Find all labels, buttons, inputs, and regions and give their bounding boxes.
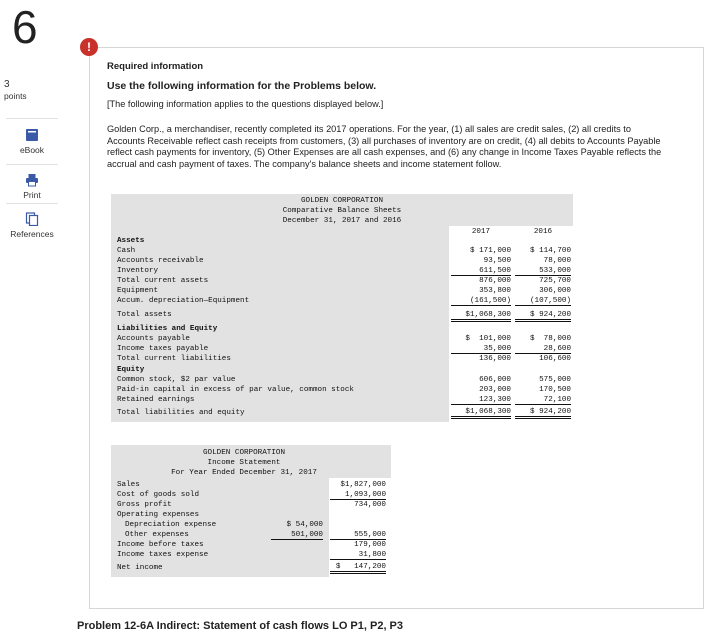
bs-row-label: Income taxes payable	[117, 345, 209, 353]
is-outer-value: $1,827,000	[340, 481, 386, 489]
bs-row-label: Inventory	[117, 267, 159, 275]
documents-icon	[25, 212, 39, 226]
references-button[interactable]	[0, 212, 64, 250]
bs-row-label: Total assets	[117, 311, 172, 319]
question-number: 6	[12, 1, 38, 53]
is-company-name: GOLDEN CORPORATION	[202, 449, 286, 457]
is-row-label: Other expenses	[125, 531, 189, 539]
is-title: Income Statement	[207, 459, 281, 467]
bs-date: December 31, 2017 and 2016	[282, 217, 402, 225]
bs-value-2016: $ 924,200	[515, 311, 571, 322]
bs-value-2016: (107,500)	[515, 297, 571, 306]
bs-value-2017: 611,500	[451, 267, 511, 276]
is-inner-value: $ 54,000	[286, 521, 323, 529]
bs-title: Comparative Balance Sheets	[282, 207, 402, 215]
references-label: References	[10, 229, 54, 239]
divider	[6, 203, 58, 204]
is-outer-value: 179,000	[354, 541, 386, 549]
bs-value-2017: 606,000	[479, 376, 511, 384]
bs-value-2016: 725,700	[539, 277, 571, 285]
bs-liabilities-header: Liabilities and Equity	[117, 325, 218, 333]
balance-sheet	[111, 194, 573, 422]
bs-row-label: Equipment	[117, 287, 159, 295]
bs-row-label: Accounts receivable	[117, 257, 204, 265]
points-label: points	[4, 91, 27, 101]
bs-value-2016: 306,000	[539, 287, 571, 295]
required-info-title: Required information	[107, 61, 204, 72]
bs-value-2016: 575,000	[539, 376, 571, 384]
bs-row-label: Common stock, $2 par value	[117, 376, 236, 384]
bs-value-2016: 170,500	[539, 386, 571, 394]
bs-value-2017: 123,300	[451, 396, 511, 405]
alert-icon: !	[80, 38, 98, 56]
problem-title: Problem 12-6A Indirect: Statement of cash flows LO P1, P2, P3	[77, 620, 404, 632]
is-outer-value: 1,093,000	[330, 491, 386, 500]
is-outer-value: 734,000	[354, 501, 386, 509]
points-value: 3	[4, 79, 10, 90]
bs-row-label: Accounts payable	[117, 335, 190, 343]
bs-value-2017: $ 171,000	[469, 247, 511, 255]
is-inner-value: 501,000	[271, 531, 323, 540]
is-row-label: Gross profit	[117, 501, 172, 509]
book-icon	[25, 128, 39, 142]
is-row-label: Sales	[117, 481, 140, 489]
bs-value-2016: $ 114,700	[529, 247, 571, 255]
print-button[interactable]	[0, 173, 64, 211]
bs-value-2016: 533,000	[515, 267, 571, 276]
bs-value-2017: 35,000	[451, 345, 511, 354]
is-row-label: Net income	[117, 564, 163, 572]
bs-assets-header: Assets	[117, 237, 145, 245]
applies-note: [The following information applies to the questions displayed below.]	[107, 99, 384, 109]
printer-icon	[25, 173, 39, 187]
bs-value-2016: $ 78,000	[529, 335, 571, 343]
bs-value-2017: 136,000	[479, 355, 511, 363]
is-row-label: Cost of goods sold	[117, 491, 200, 499]
bs-value-2016: $ 924,200	[515, 408, 571, 419]
bs-company-name: GOLDEN CORPORATION	[300, 197, 384, 205]
bs-value-2017: 93,500	[483, 257, 511, 265]
print-label: Print	[23, 190, 41, 200]
bs-value-2017: 203,000	[479, 386, 511, 394]
is-outer-value: 555,000	[330, 531, 386, 540]
is-row-label: Income taxes expense	[117, 551, 209, 559]
is-row-label: Operating expenses	[117, 511, 200, 519]
bs-value-2016: 28,600	[515, 345, 571, 354]
bs-row-label: Total current assets	[117, 277, 209, 285]
bs-row-label: Paid-in capital in excess of par value, common stock	[117, 386, 354, 394]
bs-col-2017: 2017	[471, 228, 491, 236]
is-row-label: Income before taxes	[117, 541, 204, 549]
bs-value-2016: 78,000	[543, 257, 571, 265]
bs-value-2016: 106,600	[539, 355, 571, 363]
is-row-label: Depreciation expense	[125, 521, 217, 529]
bs-row-label: Total current liabilities	[117, 355, 231, 363]
bs-col-2016: 2016	[533, 228, 553, 236]
bs-value-2017: 876,000	[479, 277, 511, 285]
bs-row-label: Total liabilities and equity	[117, 409, 245, 417]
is-outer-value: $ 147,200	[330, 563, 386, 574]
instructions-heading: Use the following information for the Problems below.	[107, 80, 377, 92]
bs-value-2017: $1,068,300	[451, 408, 511, 419]
divider	[6, 164, 58, 165]
bs-equity-header: Equity	[117, 366, 145, 374]
ebook-label: eBook	[19, 145, 45, 155]
divider	[6, 118, 58, 119]
bs-value-2017: $ 101,000	[465, 335, 511, 343]
is-outer-value: 31,800	[330, 551, 386, 560]
ebook-button[interactable]	[0, 128, 64, 166]
bs-value-2016: 72,100	[515, 396, 571, 405]
bs-row-label: Retained earnings	[117, 396, 195, 404]
income-statement	[111, 445, 391, 577]
is-period: For Year Ended December 31, 2017	[171, 469, 317, 477]
bs-value-2017: 353,800	[479, 287, 511, 295]
problem-description: Golden Corp., a merchandiser, recently completed its 2017 operations. For the year, (1) all sales are credit sales, (2) all credits to Accounts Receivable reflect cash receipts from customers, (3) all purchases of inventory are on credit, (4) all debits to Accounts Payable reflect cash payments for inventory, (5) Other Expenses are all cash expenses, and (6) any change in Income Taxes Payable reflects the accrual and cash payment of taxes. The company's balance sheets and income statement follow.	[107, 124, 662, 169]
bs-row-label: Cash	[117, 247, 136, 255]
bs-row-label: Accum. depreciation—Equipment	[117, 297, 250, 305]
bs-value-2017: $1,068,300	[451, 311, 511, 322]
bs-value-2017: (161,500)	[451, 297, 511, 306]
